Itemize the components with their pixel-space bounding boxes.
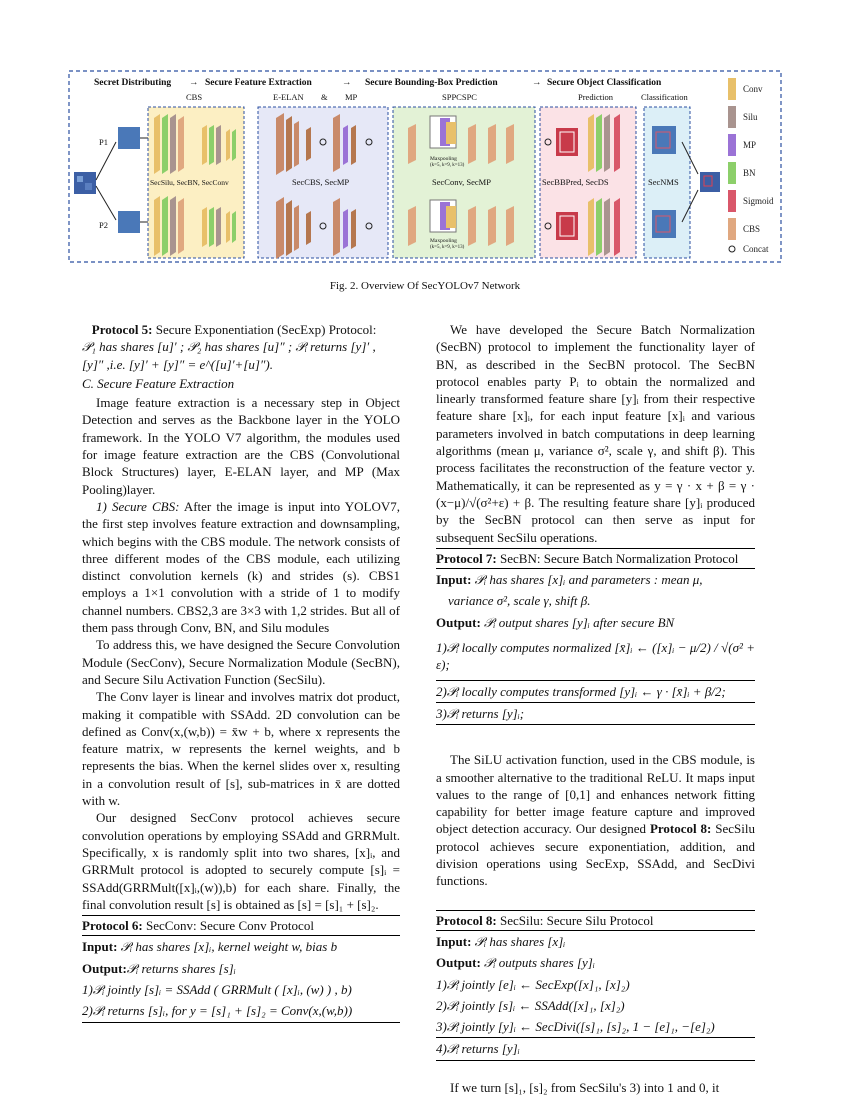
- paragraph-secure-cbs: 1) Secure CBS: After the image is input into YOLOV7, the first step involves feature extraction and downsampling, which begins with the CBS module. The network consists of three different modes of the CBS module, each utilizing distinct convolution kernels (k) and strides (s). CBS1 employs a 1×1 convolution with a stride of 1 to modify channel numbers. CBS2,3 are 3×3 with 1,2 strides. But all of them pass through Conv, BN, and Silu modules: [82, 498, 400, 636]
- paragraph-address: To address this, we have designed the Secure Convolution Module (SecConv), Secure Normalization Module (SecBN), and Secure Silu Activation Function (SecSilu).: [82, 637, 400, 687]
- maxpool-label-top: Maxpooling: [430, 156, 457, 162]
- protocol5-line2: [y]″ ,i.e. [y]′ + [y]″ = e^([u]′+[u]″).: [82, 356, 273, 372]
- svg-text:→: →: [342, 78, 352, 88]
- protocol6-input: Input: 𝒫ᵢ has shares [x]ᵢ, kernel weight w, bias b: [82, 939, 338, 955]
- legend-bn: BN: [743, 168, 756, 178]
- protocol6-title: Protocol 6: SecConv: Secure Conv Protocol: [82, 916, 400, 936]
- cbs-module-label: SecSilu, SecBN, SecConv: [150, 178, 229, 187]
- protocol5-line1: 𝒫₁ has shares [u]′ ; 𝒫₂ has shares [u]″ ; 𝒫ᵢ returns [y]′ ,: [82, 339, 376, 355]
- protocol7-output: Output: 𝒫ᵢ output shares [y]ᵢ after secure BN: [436, 614, 675, 630]
- section-cbs: CBS: [186, 92, 203, 102]
- svg-text:&: &: [321, 92, 328, 102]
- network-diagram: [68, 70, 782, 263]
- left-column: [82, 321, 400, 1027]
- section-prediction: Prediction: [578, 92, 613, 102]
- protocol7-input2: variance σ², scale γ, shift β.: [448, 593, 591, 609]
- right-column: [436, 321, 755, 1096]
- paragraph-conv-layer: The Conv layer is linear and involves matrix dot product, making it compatible with SSAdd. 2D convolution can be defined as Conv(x,(w,b)) = x̄w + b, where x represents the feature matrix, w represents the kernel weights, and b represents the bias. When the kernel slides over x, resulting in a convolution result of [s], sub-matrices in x̄ are dotted with w.: [82, 689, 400, 809]
- protocol5-header: Protocol 5: Secure Exponentiation (SecExp) Protocol:: [91, 322, 377, 337]
- paragraph-secbn: We have developed the Secure Batch Normalization (SecBN) protocol to implement the functionality layer of BN, as described in the SecBN protocol. The SecBN protocol enables party Pᵢ to obtain the normalized and linearly transformed feature share [y]ᵢ from their respective feature share [x]ᵢ, for each input feature [x]ᵢ and various parameters involved in batch computations in deep learning algorithms (mean μ, variance σ², scale γ, and shift β). This process facilitates the reconstruction of the feature vector y. Mathematically, it can be represented as y = γ · x + β = γ · (x−μ)/√(σ²+ε) + β. The resulting feature share [y]ᵢ produced by the SecBN protocol can then serve as input for subsequent SecSilu operations.: [436, 322, 755, 545]
- party-p2: P2: [99, 220, 108, 230]
- section-mp: MP: [345, 92, 358, 102]
- legend-mp: MP: [743, 140, 757, 150]
- protocol6-box: [82, 915, 400, 1022]
- eelan-module-label: SecCBS, SecMP: [292, 177, 350, 187]
- legend-silu: Silu: [743, 112, 758, 122]
- paragraph-secconv: Our designed SecConv protocol achieves secure convolution operations by employing SSAdd and GRRMult. Specifically, x is randomly split into two shares, [x]ᵢ, and GRRMult protocol is adopted to securely compute [s]ᵢ = SSAdd(GRRMult([x]ᵢ,(w)),b) for each share. Finally, the final convolution result [s] is obtained as [s] = [s]₁ + [s]₂.: [82, 810, 400, 912]
- protocol7-step1: 1)𝒫ᵢ locally computes normalized [x̄]ᵢ ← ([x]ᵢ − μ/2) / √(σ² + ε);: [436, 633, 755, 681]
- protocol8-box: [436, 910, 755, 1061]
- figure-caption: Fig. 2. Overview Of SecYOLOv7 Network: [329, 280, 521, 292]
- protocol8-step1: 1)𝒫ᵢ jointly [e]ᵢ ← SecExp([x]₁, [x]₂): [436, 976, 630, 992]
- section-sppcspc: SPPCSPC: [442, 92, 477, 102]
- section-eelan: E-ELAN: [273, 92, 304, 102]
- maxpool-label-bottom: Maxpooling: [430, 238, 457, 244]
- share-image-p2: [118, 211, 140, 233]
- protocol7-box: [436, 548, 755, 725]
- share-image-p1: [118, 127, 140, 149]
- protocol6-output: Output:𝒫ᵢ returns shares [s]ᵢ: [82, 960, 236, 976]
- protocol8-input: Input: 𝒫ᵢ has shares [x]ᵢ: [436, 933, 566, 949]
- protocol6-step2: 2)𝒫ᵢ returns [s]ᵢ, for y = [s]₁ + [s]₂ = Conv(x,(w,b)): [82, 1003, 353, 1019]
- protocol7-step2: 2)𝒫ᵢ locally computes transformed [y]ᵢ ← γ · [x̄]ᵢ + β/2;: [436, 681, 755, 703]
- stage-object-classification: Secure Object Classification: [547, 78, 662, 88]
- stage-secret-distributing: Secret Distributing: [94, 78, 172, 88]
- protocol8-step4: 4)𝒫ᵢ returns [y]ᵢ: [436, 1041, 520, 1057]
- sppcspc-module-label: SecConv, SecMP: [432, 177, 491, 187]
- stage-feature-extraction: Secure Feature Extraction: [205, 78, 312, 88]
- svg-text:(k=5, k=9, k=13): (k=5, k=9, k=13): [430, 163, 465, 168]
- protocol7-input: Input: 𝒫ᵢ has shares [x]ᵢ and parameters : mean μ,: [436, 572, 703, 588]
- prediction-module-label: SecBBPred, SecDS: [542, 177, 609, 187]
- paragraph-feature-extraction: Image feature extraction is a necessary step in Object Detection and serves as the Backbone layer in the YOLO framework. In the YOLO V7 algorithm, the modules used for image feature extraction are the CBS (Convolutional Block Structures) layer, E-ELAN layer, and MP (Max Pooling)layer.: [82, 395, 400, 497]
- svg-text:→: →: [532, 78, 542, 88]
- protocol7-title: Protocol 7: SecBN: Secure Batch Normalization Protocol: [436, 549, 755, 569]
- protocol8-step2: 2)𝒫ᵢ jointly [s]ᵢ ← SSAdd([x]₁, [x]₂): [436, 997, 625, 1013]
- figure-secyolov7-network: [68, 70, 782, 263]
- svg-text:→: →: [189, 78, 199, 88]
- protocol7-step3: 3)𝒫ᵢ returns [y]ᵢ;: [436, 705, 525, 721]
- party-p1: P1: [99, 137, 108, 147]
- stage-bbox-prediction: Secure Bounding-Box Prediction: [365, 78, 498, 88]
- legend-concat: Concat: [743, 244, 769, 254]
- protocol8-step3: 3)𝒫ᵢ jointly [y]ᵢ ← SecDivi([s]₁, [s]₂, 1 − [e]₁, −[e]₂): [436, 1016, 755, 1038]
- paragraph-silu: The SiLU activation function, used in the CBS module, is a smoother alternative to the traditional ReLU. It maps input values to the range of [0,1] and enhances network fitting capability for better image feature capture and improved object detection accuracy. Our designed Protocol 8: SecSilu protocol achieves secure exponentiation, addition, and division operations using SecExp, SSAdd, and SecDivi functions.: [436, 752, 755, 889]
- protocol8-title: Protocol 8: SecSilu: Secure Silu Protocol: [436, 911, 755, 931]
- legend-sigmoid: Sigmoid: [743, 196, 774, 206]
- paragraph-if-we-turn: If we turn [s]₁, [s]₂ from SecSilu's 3) into 1 and 0, it: [450, 1079, 720, 1095]
- legend-cbs: CBS: [743, 224, 761, 234]
- legend: [728, 78, 774, 254]
- legend-conv: Conv: [743, 84, 763, 94]
- protocol6-step1: 1)𝒫ᵢ jointly [s]ᵢ = SSAdd ( GRRMult ( [x]ᵢ, (w) ) , b): [82, 981, 352, 997]
- protocol8-output: Output: 𝒫ᵢ outputs shares [y]ᵢ: [436, 955, 595, 971]
- section-c-heading: C. Secure Feature Extraction: [82, 375, 235, 391]
- svg-text:(k=5, k=9, k=13): (k=5, k=9, k=13): [430, 245, 465, 250]
- section-classification: Classification: [641, 92, 688, 102]
- classification-module-label: SecNMS: [648, 177, 679, 187]
- final-detection-image: [700, 172, 720, 192]
